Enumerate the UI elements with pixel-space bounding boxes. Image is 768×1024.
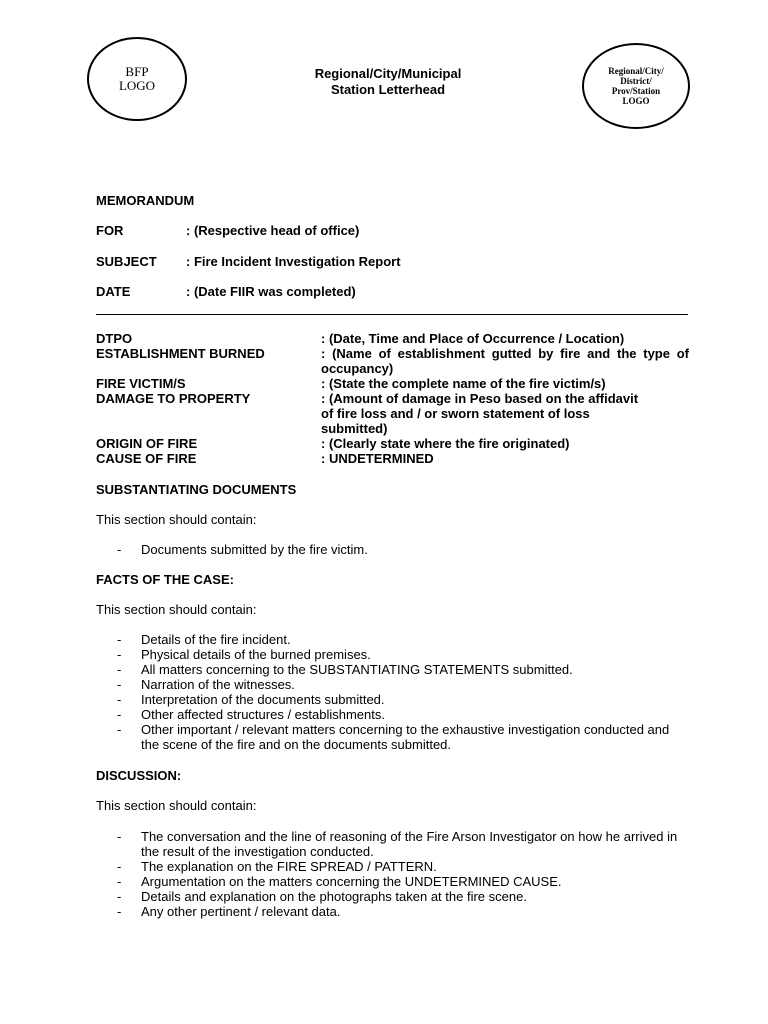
list-marker: - bbox=[117, 889, 122, 904]
list-marker: - bbox=[117, 662, 122, 677]
list-marker: - bbox=[117, 677, 122, 692]
establishment-label: ESTABLISHMENT BURNED bbox=[96, 346, 265, 361]
logo-text-line: LOGO bbox=[622, 96, 650, 106]
list-item bbox=[96, 542, 688, 557]
list-marker: - bbox=[117, 692, 122, 707]
list-item bbox=[96, 904, 688, 919]
facts-heading: FACTS OF THE CASE: bbox=[96, 572, 234, 587]
logo-text-line: Regional/City/ bbox=[608, 66, 664, 76]
damage-value: : (Amount of damage in Peso based on the affidavit of fire loss and / or sworn statement of loss submitted) bbox=[321, 391, 639, 436]
substantiating-list bbox=[96, 542, 688, 557]
list-item bbox=[96, 677, 688, 692]
list-item bbox=[96, 692, 688, 707]
date-label: DATE bbox=[96, 284, 131, 299]
list-item-text: Physical details of the burned premises. bbox=[141, 647, 371, 662]
list-marker: - bbox=[117, 632, 122, 647]
list-item bbox=[96, 632, 688, 647]
list-item-text: Details of the fire incident. bbox=[141, 632, 291, 647]
letterhead-title-line: Regional/City/Municipal bbox=[314, 66, 462, 81]
list-item-text: Documents submitted by the fire victim. bbox=[141, 542, 368, 557]
damage-label: DAMAGE TO PROPERTY bbox=[96, 391, 251, 406]
list-item bbox=[96, 722, 688, 752]
logo-text-line: LOGO bbox=[118, 78, 156, 93]
cause-label: CAUSE OF FIRE bbox=[96, 451, 197, 466]
logo-text-line: District/ bbox=[620, 76, 652, 86]
list-item-text: The explanation on the FIRE SPREAD / PATTERN. bbox=[141, 859, 437, 874]
date-value: : (Date FIIR was completed) bbox=[186, 284, 356, 299]
subject-value: : Fire Incident Investigation Report bbox=[186, 254, 401, 269]
list-item bbox=[96, 889, 688, 904]
list-item bbox=[96, 662, 688, 677]
letterhead-title bbox=[250, 66, 526, 98]
logo-text-line: Prov/Station bbox=[611, 86, 661, 96]
origin-value: : (Clearly state where the fire originated) bbox=[321, 436, 570, 451]
bfp-logo-placeholder bbox=[87, 37, 187, 121]
list-item-text: The conversation and the line of reasoning of the Fire Arson Investigator on how he arrived in the result of the investigation conducted. bbox=[141, 829, 678, 859]
cause-value: : UNDETERMINED bbox=[321, 451, 434, 466]
list-item bbox=[96, 859, 688, 874]
list-marker: - bbox=[117, 904, 122, 919]
memorandum-heading: MEMORANDUM bbox=[96, 193, 195, 208]
discussion-intro: This section should contain: bbox=[96, 798, 257, 813]
substantiating-intro: This section should contain: bbox=[96, 512, 257, 527]
substantiating-heading: SUBSTANTIATING DOCUMENTS bbox=[96, 482, 297, 497]
for-value: : (Respective head of office) bbox=[186, 223, 360, 238]
list-item-text: Any other pertinent / relevant data. bbox=[141, 904, 341, 919]
logo-text-line: BFP bbox=[125, 64, 149, 79]
victim-value: : (State the complete name of the fire victim/s) bbox=[321, 376, 606, 391]
for-label: FOR bbox=[96, 223, 124, 238]
facts-intro: This section should contain: bbox=[96, 602, 257, 617]
list-marker: - bbox=[117, 829, 122, 844]
establishment-value: : (Name of establishment gutted by fire and the type of occupancy) bbox=[321, 346, 689, 376]
list-item-text: Details and explanation on the photographs taken at the fire scene. bbox=[141, 889, 527, 904]
dtpo-value: : (Date, Time and Place of Occurrence / Location) bbox=[321, 331, 625, 346]
facts-list bbox=[96, 632, 688, 752]
victim-label: FIRE VICTIM/S bbox=[96, 376, 186, 391]
list-item-text: Narration of the witnesses. bbox=[141, 677, 295, 692]
list-item-text: Interpretation of the documents submitted. bbox=[141, 692, 385, 707]
list-marker: - bbox=[117, 859, 122, 874]
list-item bbox=[96, 874, 688, 889]
list-marker: - bbox=[117, 542, 122, 557]
list-item-text: Other important / relevant matters concerning to the exhaustive investigation conducted and the scene of the fire and on the documents submitted. bbox=[141, 722, 670, 752]
list-item bbox=[96, 829, 688, 859]
list-item-text: Other affected structures / establishments. bbox=[141, 707, 385, 722]
letterhead-title-line: Station Letterhead bbox=[330, 82, 446, 97]
list-item bbox=[96, 647, 688, 662]
discussion-heading: DISCUSSION: bbox=[96, 768, 182, 783]
list-item-text: Argumentation on the matters concerning the UNDETERMINED CAUSE. bbox=[141, 874, 562, 889]
dtpo-label: DTPO bbox=[96, 331, 133, 346]
list-item-text: All matters concerning to the SUBSTANTIATING STATEMENTS submitted. bbox=[141, 662, 573, 677]
list-marker: - bbox=[117, 647, 122, 662]
discussion-list bbox=[96, 829, 688, 919]
station-logo-placeholder bbox=[582, 43, 690, 129]
list-marker: - bbox=[117, 722, 122, 737]
list-marker: - bbox=[117, 707, 122, 722]
list-marker: - bbox=[117, 874, 122, 889]
origin-label: ORIGIN OF FIRE bbox=[96, 436, 198, 451]
list-item bbox=[96, 707, 688, 722]
subject-label: SUBJECT bbox=[96, 254, 157, 269]
divider-line bbox=[96, 314, 688, 315]
